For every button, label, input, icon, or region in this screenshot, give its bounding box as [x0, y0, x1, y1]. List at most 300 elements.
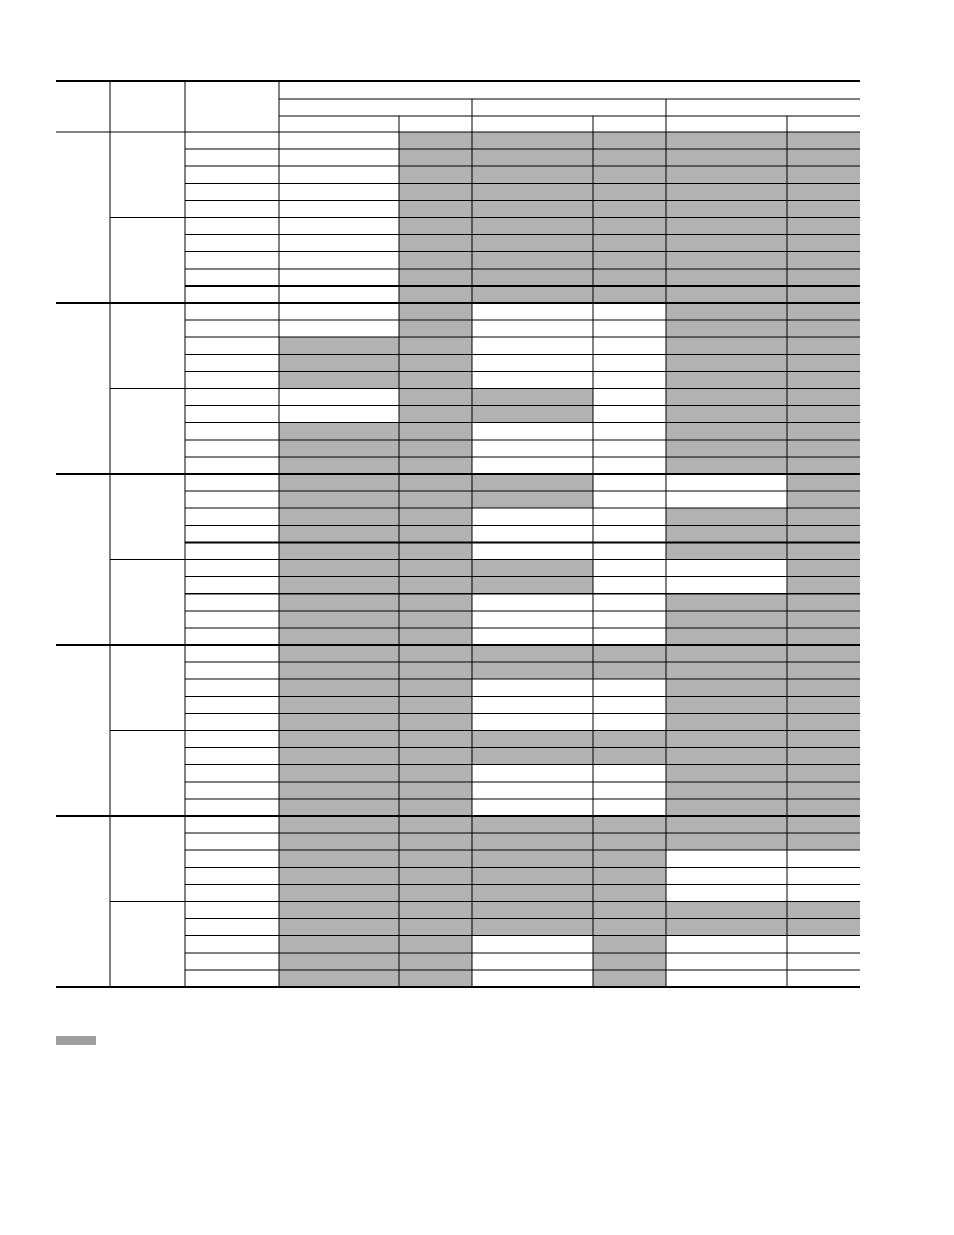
table-cell: [666, 200, 787, 217]
table-cell: [666, 457, 787, 474]
table-cell: [472, 936, 593, 953]
table-cell: [787, 423, 860, 440]
table-cell: [666, 970, 787, 987]
table-cell: [787, 936, 860, 953]
table-cell: [593, 252, 666, 269]
table-cell: [787, 884, 860, 901]
table-cell: [279, 303, 399, 320]
table-cell: [666, 850, 787, 867]
table-cell: [666, 936, 787, 953]
table-cell: [666, 577, 787, 594]
table-cell: [399, 149, 472, 166]
table-cell: [787, 748, 860, 765]
table-cell: [787, 645, 860, 662]
table-cell: [279, 354, 399, 371]
table-cell: [666, 235, 787, 252]
table-cell: [593, 645, 666, 662]
table-cell: [593, 816, 666, 833]
table-cell: [279, 611, 399, 628]
table-cell: [593, 782, 666, 799]
table-cell: [399, 132, 472, 149]
table-cell: [666, 149, 787, 166]
table-cell: [787, 782, 860, 799]
table-cell: [593, 867, 666, 884]
table-cell: [593, 491, 666, 508]
table-cell: [472, 542, 593, 559]
table-cell: [787, 953, 860, 970]
table-cell: [666, 833, 787, 850]
table-cell: [399, 713, 472, 730]
table-cell: [472, 850, 593, 867]
table-cell: [666, 782, 787, 799]
table-cell: [666, 799, 787, 816]
table-cell: [472, 577, 593, 594]
table-cell: [666, 252, 787, 269]
table-cell: [279, 696, 399, 713]
table-cell: [593, 696, 666, 713]
table-cell: [666, 440, 787, 457]
table-cell: [593, 389, 666, 406]
table-cell: [787, 713, 860, 730]
table-cell: [472, 286, 593, 303]
table-cell: [593, 542, 666, 559]
table-cell: [666, 269, 787, 286]
table-cell: [666, 884, 787, 901]
table-cell: [279, 269, 399, 286]
table-cell: [399, 765, 472, 782]
table-cell: [399, 628, 472, 645]
table-cell: [399, 286, 472, 303]
table-cell: [787, 542, 860, 559]
table-cell: [666, 748, 787, 765]
table-cell: [399, 303, 472, 320]
table-cell: [787, 577, 860, 594]
table-cell: [787, 183, 860, 200]
table-cell: [593, 731, 666, 748]
table-cell: [279, 183, 399, 200]
table-cell: [472, 662, 593, 679]
table-cell: [787, 200, 860, 217]
table-cell: [399, 218, 472, 235]
table-cell: [279, 542, 399, 559]
table-cell: [279, 457, 399, 474]
table-cell: [399, 491, 472, 508]
table-cell: [593, 269, 666, 286]
table-cell: [666, 389, 787, 406]
table-cell: [787, 662, 860, 679]
table-cell: [399, 936, 472, 953]
table-cell: [787, 354, 860, 371]
table-cell: [593, 594, 666, 611]
table-cell: [593, 919, 666, 936]
table-cell: [666, 731, 787, 748]
table-cell: [787, 406, 860, 423]
table-cell: [472, 252, 593, 269]
table-cell: [666, 645, 787, 662]
table-cell: [593, 354, 666, 371]
table-cell: [472, 867, 593, 884]
table-cell: [279, 166, 399, 183]
table-cell: [279, 731, 399, 748]
table-cell: [279, 525, 399, 542]
table-cell: [593, 765, 666, 782]
table-cell: [593, 286, 666, 303]
table-cell: [787, 303, 860, 320]
table-cell: [593, 149, 666, 166]
table-cell: [472, 765, 593, 782]
table-cell: [399, 269, 472, 286]
table-cell: [666, 423, 787, 440]
table-cell: [472, 748, 593, 765]
table-cell: [787, 816, 860, 833]
table-cell: [472, 320, 593, 337]
table-cell: [787, 560, 860, 577]
table-cell: [399, 337, 472, 354]
table-cell: [472, 457, 593, 474]
table-cell: [279, 423, 399, 440]
table-cell: [399, 354, 472, 371]
table-cell: [666, 611, 787, 628]
table-cell: [593, 799, 666, 816]
table-cell: [666, 628, 787, 645]
table-cell: [666, 508, 787, 525]
table-cell: [472, 713, 593, 730]
table-cell: [666, 320, 787, 337]
table-cell: [279, 953, 399, 970]
table-cell: [399, 406, 472, 423]
table-cell: [279, 286, 399, 303]
table-cell: [593, 474, 666, 491]
table-cell: [472, 440, 593, 457]
table-cell: [279, 628, 399, 645]
table-cell: [279, 902, 399, 919]
table-cell: [472, 508, 593, 525]
table-cell: [593, 577, 666, 594]
table-cell: [666, 816, 787, 833]
table-cell: [787, 149, 860, 166]
table-cell: [399, 645, 472, 662]
table-cell: [593, 902, 666, 919]
table-cell: [666, 765, 787, 782]
table-cell: [279, 662, 399, 679]
table-cell: [472, 474, 593, 491]
table-cell: [666, 594, 787, 611]
table-cell: [472, 628, 593, 645]
table-cell: [279, 936, 399, 953]
table-cell: [472, 645, 593, 662]
table-cell: [279, 560, 399, 577]
table-cell: [279, 867, 399, 884]
table-cell: [399, 833, 472, 850]
table-cell: [666, 286, 787, 303]
table-cell: [279, 748, 399, 765]
table-cell: [666, 371, 787, 388]
table-cell: [787, 457, 860, 474]
table-cell: [787, 474, 860, 491]
table-cell: [593, 679, 666, 696]
table-cell: [399, 611, 472, 628]
table-cell: [472, 560, 593, 577]
table-cell: [472, 423, 593, 440]
table-cell: [787, 594, 860, 611]
table-cell: [399, 850, 472, 867]
table-cell: [472, 696, 593, 713]
table-cell: [399, 457, 472, 474]
table-cell: [279, 132, 399, 149]
table-cell: [787, 371, 860, 388]
table-cell: [593, 884, 666, 901]
table-cell: [472, 884, 593, 901]
table-cell: [593, 748, 666, 765]
table-cell: [666, 337, 787, 354]
table-cell: [279, 679, 399, 696]
table-cell: [593, 713, 666, 730]
table-cell: [787, 902, 860, 919]
table-cell: [593, 936, 666, 953]
table-cell: [787, 286, 860, 303]
table-cell: [787, 252, 860, 269]
table-cell: [593, 303, 666, 320]
table-cell: [787, 389, 860, 406]
table-cell: [399, 200, 472, 217]
table-cell: [787, 679, 860, 696]
table-cell: [787, 833, 860, 850]
table-cell: [399, 474, 472, 491]
table-cell: [787, 867, 860, 884]
table-cell: [472, 902, 593, 919]
table-cell: [279, 577, 399, 594]
table-cell: [399, 508, 472, 525]
table-cell: [593, 320, 666, 337]
table-cell: [279, 491, 399, 508]
table-cell: [787, 765, 860, 782]
table-cell: [787, 696, 860, 713]
table-cell: [279, 508, 399, 525]
table-cell: [279, 474, 399, 491]
table-cell: [279, 594, 399, 611]
table-cell: [787, 218, 860, 235]
table-cell: [279, 200, 399, 217]
table-cell: [279, 252, 399, 269]
table-cell: [472, 816, 593, 833]
table-cell: [666, 183, 787, 200]
table-cell: [279, 406, 399, 423]
table-cell: [787, 491, 860, 508]
table-cell: [593, 560, 666, 577]
table-cell: [787, 799, 860, 816]
table-cell: [593, 525, 666, 542]
table-cell: [593, 406, 666, 423]
table-cell: [279, 320, 399, 337]
table-cell: [399, 696, 472, 713]
table-cell: [666, 132, 787, 149]
table-cell: [279, 850, 399, 867]
table-cell: [399, 816, 472, 833]
table-cell: [399, 953, 472, 970]
table-cell: [787, 235, 860, 252]
table-cell: [472, 166, 593, 183]
table-cell: [593, 132, 666, 149]
table-cell: [666, 560, 787, 577]
table-cell: [399, 884, 472, 901]
table-cell: [787, 611, 860, 628]
table-cell: [399, 970, 472, 987]
table-cell: [279, 833, 399, 850]
table-cell: [279, 337, 399, 354]
table-cell: [787, 919, 860, 936]
table-cell: [787, 525, 860, 542]
table-cell: [666, 166, 787, 183]
table-cell: [593, 218, 666, 235]
table-cell: [787, 320, 860, 337]
table-cell: [472, 406, 593, 423]
table-cell: [787, 850, 860, 867]
table-cell: [279, 970, 399, 987]
table-cell: [399, 423, 472, 440]
table-cell: [279, 816, 399, 833]
table-cell: [593, 628, 666, 645]
table-cell: [593, 833, 666, 850]
table-cell: [666, 218, 787, 235]
table-cell: [279, 645, 399, 662]
table-cell: [399, 183, 472, 200]
table-cell: [279, 782, 399, 799]
table-cell: [279, 218, 399, 235]
table-cell: [472, 371, 593, 388]
table-cell: [787, 628, 860, 645]
table-cell: [593, 440, 666, 457]
table-cell: [472, 833, 593, 850]
table-cell: [279, 235, 399, 252]
table-cell: [399, 748, 472, 765]
table-cell: [472, 679, 593, 696]
table-cell: [279, 799, 399, 816]
table-cell: [399, 542, 472, 559]
table-cell: [593, 662, 666, 679]
table-cell: [399, 560, 472, 577]
table-cell: [593, 183, 666, 200]
table-cell: [593, 970, 666, 987]
table-cell: [593, 235, 666, 252]
table-cell: [399, 252, 472, 269]
table-cell: [399, 902, 472, 919]
table-cell: [399, 662, 472, 679]
table-cell: [666, 713, 787, 730]
table-cell: [593, 423, 666, 440]
table-cell: [593, 337, 666, 354]
table-cell: [666, 303, 787, 320]
table-cell: [279, 149, 399, 166]
table-cell: [593, 508, 666, 525]
table-cell: [787, 337, 860, 354]
table-cell: [666, 491, 787, 508]
table-cell: [399, 867, 472, 884]
table-cell: [593, 200, 666, 217]
table-cell: [399, 371, 472, 388]
table-cell: [472, 491, 593, 508]
table-cell: [279, 884, 399, 901]
table-cell: [787, 269, 860, 286]
table-cell: [279, 713, 399, 730]
table-cell: [472, 183, 593, 200]
table-cell: [472, 525, 593, 542]
table-cell: [472, 337, 593, 354]
table-cell: [593, 953, 666, 970]
table-cell: [399, 166, 472, 183]
table-cell: [472, 782, 593, 799]
table-cell: [666, 902, 787, 919]
table-cell: [666, 662, 787, 679]
table-cell: [787, 166, 860, 183]
table-cell: [472, 269, 593, 286]
table-cell: [399, 235, 472, 252]
legend-shaded-swatch: [56, 1036, 96, 1045]
table-cell: [399, 525, 472, 542]
table-cell: [399, 440, 472, 457]
table-cell: [399, 389, 472, 406]
table-cell: [593, 611, 666, 628]
table-cell: [399, 799, 472, 816]
table-cell: [472, 731, 593, 748]
table-cell: [472, 611, 593, 628]
table-cell: [399, 320, 472, 337]
table-cell: [399, 731, 472, 748]
table-cell: [472, 953, 593, 970]
table-cell: [472, 303, 593, 320]
table-cell: [472, 799, 593, 816]
table-cell: [787, 508, 860, 525]
table-cell: [666, 867, 787, 884]
table-cell: [472, 235, 593, 252]
table-cell: [666, 953, 787, 970]
table-cell: [593, 850, 666, 867]
table-cell: [279, 389, 399, 406]
table-cell: [279, 371, 399, 388]
table-cell: [399, 782, 472, 799]
table-cell: [279, 919, 399, 936]
table-cell: [666, 542, 787, 559]
table-cell: [666, 696, 787, 713]
table-cell: [787, 731, 860, 748]
table-cell: [472, 919, 593, 936]
table-cell: [472, 970, 593, 987]
table-cell: [593, 166, 666, 183]
table-cell: [279, 440, 399, 457]
table-cell: [666, 679, 787, 696]
table-cell: [472, 149, 593, 166]
table-cell: [666, 525, 787, 542]
table-cell: [279, 765, 399, 782]
table-cell: [399, 679, 472, 696]
table-cell: [787, 132, 860, 149]
table-cell: [666, 354, 787, 371]
table-cell: [472, 218, 593, 235]
table-cell: [787, 440, 860, 457]
table-cell: [593, 457, 666, 474]
table-cell: [666, 474, 787, 491]
table-cell: [399, 919, 472, 936]
table-cell: [787, 970, 860, 987]
table-cell: [472, 594, 593, 611]
table-cell: [472, 389, 593, 406]
table-cell: [399, 577, 472, 594]
table-cell: [399, 594, 472, 611]
table-cell: [666, 919, 787, 936]
table-cell: [472, 132, 593, 149]
table-cell: [666, 406, 787, 423]
table-cell: [472, 354, 593, 371]
table-cell: [472, 200, 593, 217]
